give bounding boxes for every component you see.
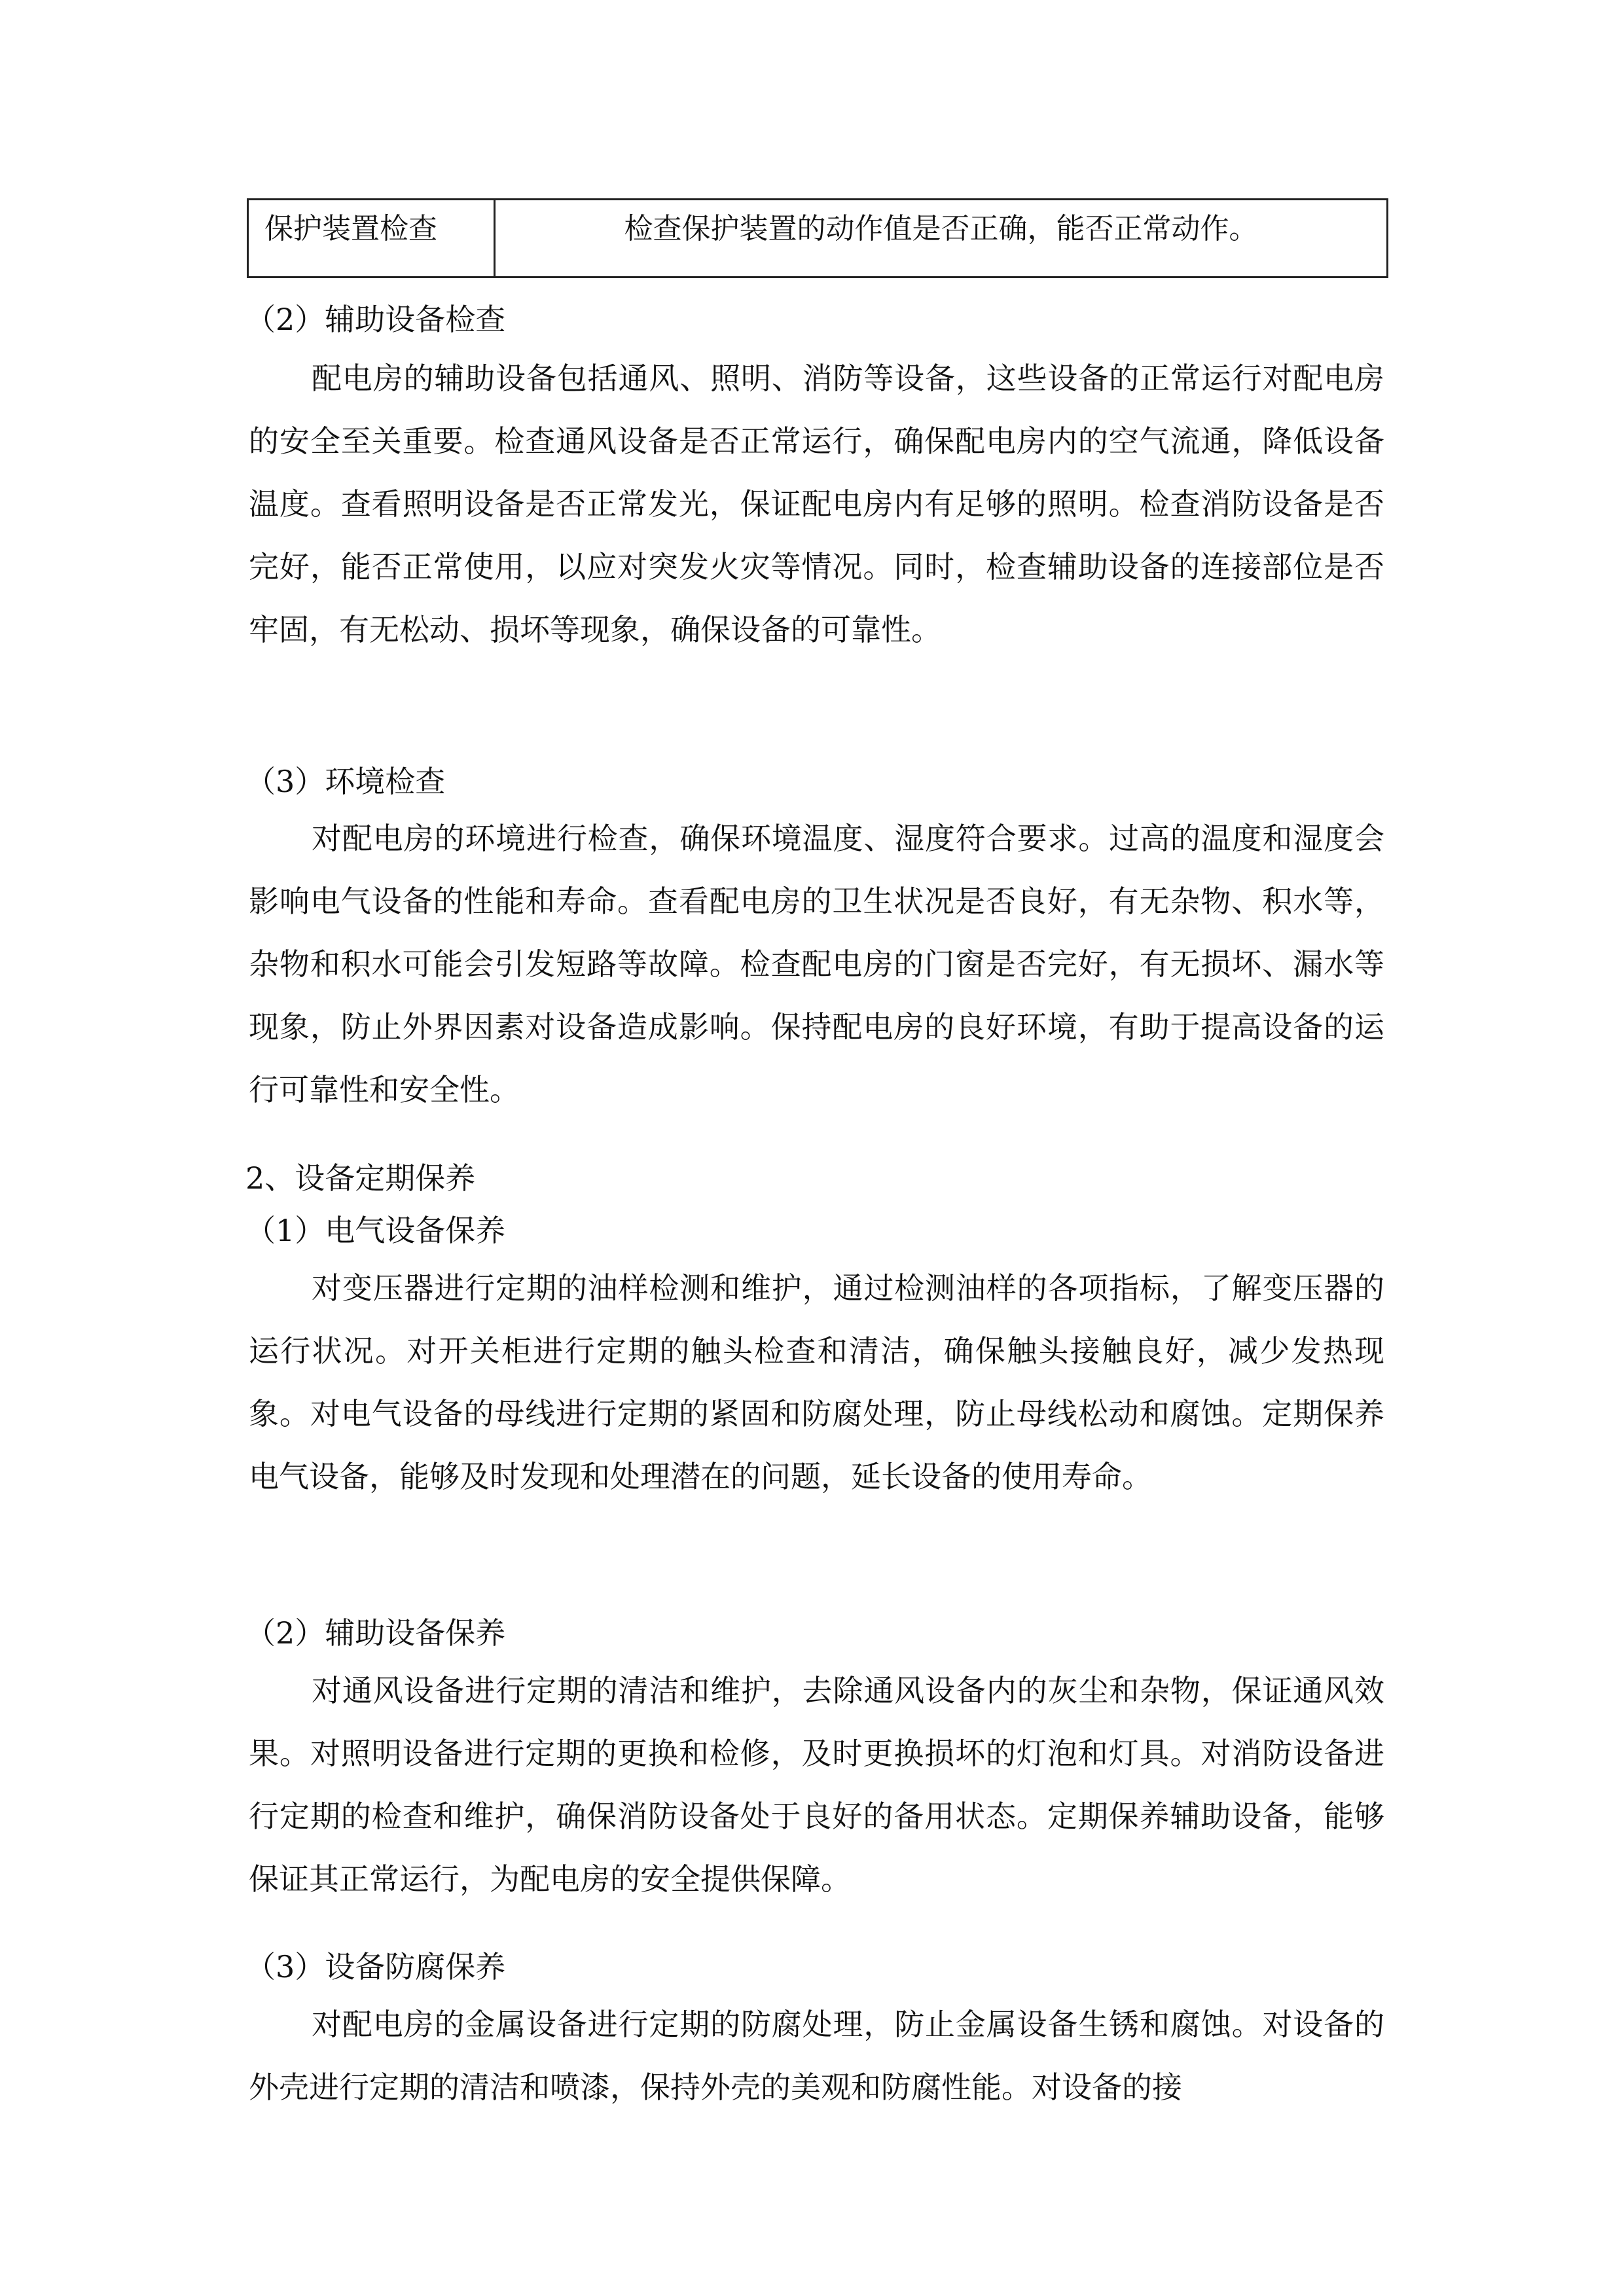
- table-row: [248, 200, 1388, 278]
- aux-check-heading: （2）辅助设备检查: [245, 302, 506, 337]
- aux-check-paragraph: 配电房的辅助设备包括通风、照明、消防等设备，这些设备的正常运行对配电房的安全至关重要。检查通风设备是否正常运行，确保配电房内的空气流通，降低设备温度。查看照明设备是否正常发光，保证配电房内有足够的照明。检查消防设备是否完好，能否正常使用，以应对突发火灾等情况。同时，检查辅助设备的连接部位是否牢固，有无松动、损坏等现象，确保设备的可靠性。: [249, 361, 1384, 647]
- inspection-table: [247, 198, 1388, 278]
- env-check-heading: （3）环境检查: [245, 764, 446, 799]
- elec-maint-heading: （1）电气设备保养: [245, 1213, 506, 1248]
- env-check-paragraph: 对配电房的环境进行检查，确保环境温度、湿度符合要求。过高的温度和湿度会影响电气设备的性能和寿命。查看配电房的卫生状况是否良好，有无杂物、积水等，杂物和积水可能会引发短路等故障。检查配电房的门窗是否完好，有无损坏、漏水等现象，防止外界因素对设备造成影响。保持配电房的良好环境，有助于提高设备的运行可靠性和安全性。: [249, 821, 1384, 1107]
- table-cell-content: 检查保护装置的动作值是否正确，能否正常动作。: [495, 200, 1388, 278]
- maintenance-heading: 2、设备定期保养: [245, 1160, 476, 1196]
- table-cell-item: 保护装置检查: [248, 200, 495, 278]
- aux-maint-paragraph: 对通风设备进行定期的清洁和维护，去除通风设备内的灰尘和杂物，保证通风效果。对照明设备进行定期的更换和检修，及时更换损坏的灯泡和灯具。对消防设备进行定期的检查和维护，确保消防设备处于良好的备用状态。定期保养辅助设备，能够保证其正常运行，为配电房的安全提供保障。: [249, 1673, 1384, 1897]
- anticorr-paragraph: 对配电房的金属设备进行定期的防腐处理，防止金属设备生锈和腐蚀。对设备的外壳进行定期的清洁和喷漆，保持外壳的美观和防腐性能。对设备的接: [249, 2007, 1384, 2105]
- anticorr-heading: （3）设备防腐保养: [245, 1949, 506, 1984]
- elec-maint-paragraph: 对变压器进行定期的油样检测和维护，通过检测油样的各项指标，了解变压器的运行状况。对开关柜进行定期的触头检查和清洁，确保触头接触良好，减少发热现象。对电气设备的母线进行定期的紧固和防腐处理，防止母线松动和腐蚀。定期保养电气设备，能够及时发现和处理潜在的问题，延长设备的使用寿命。: [249, 1270, 1384, 1494]
- aux-maint-heading: （2）辅助设备保养: [245, 1615, 506, 1651]
